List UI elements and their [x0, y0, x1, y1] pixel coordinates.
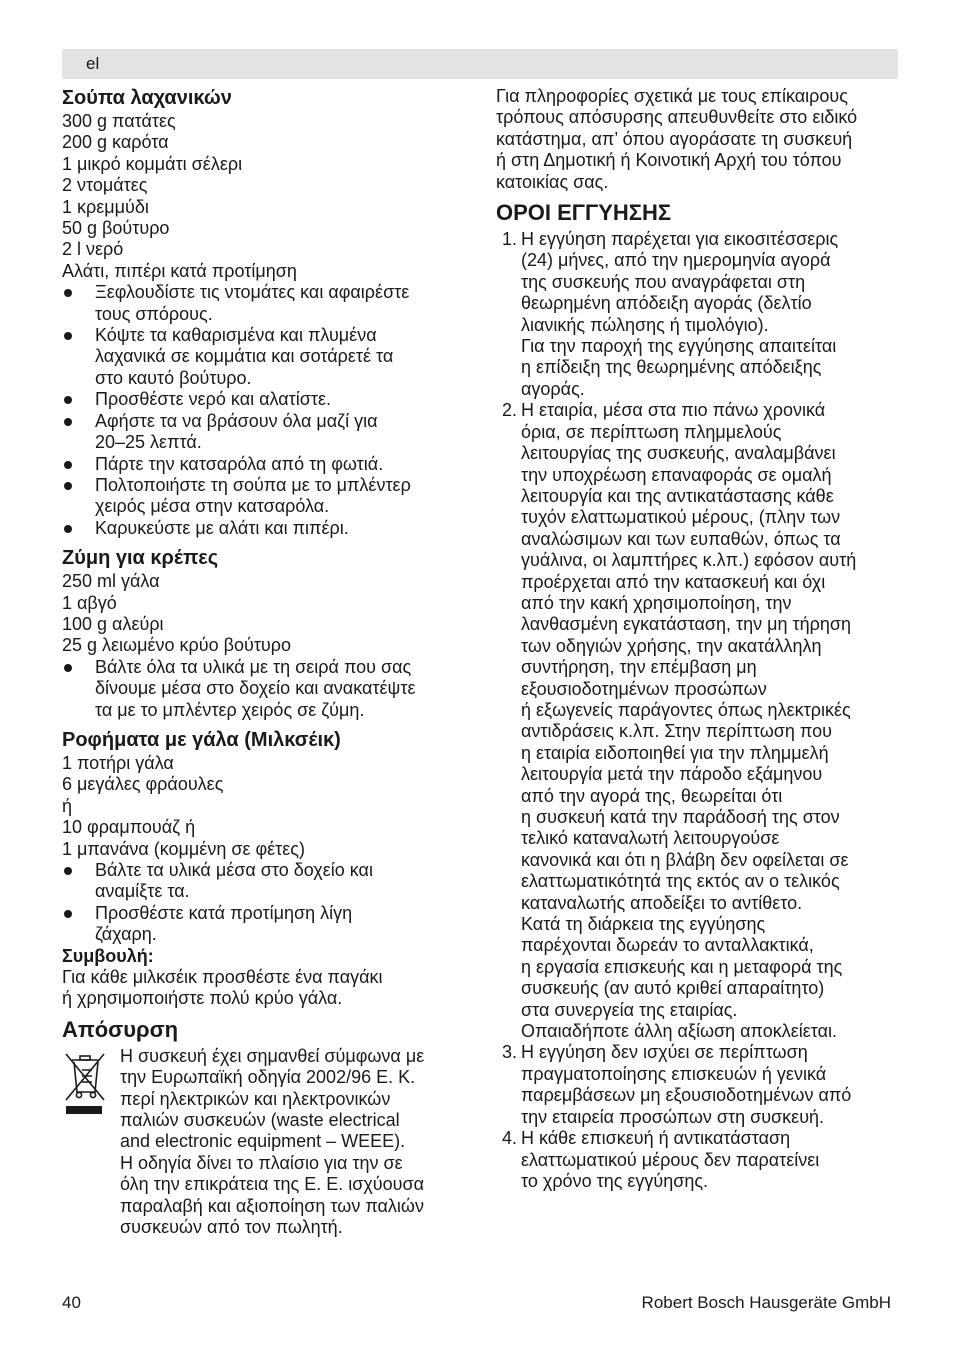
crossed-out-wheelie-bin-icon	[62, 1048, 106, 1116]
list-item	[62, 860, 472, 903]
disposal-text: κατοικίας σας.	[496, 171, 609, 192]
soup-steps	[62, 282, 472, 539]
disposal-text: Η οδηγία δίνει το πλαίσιο για την σε	[120, 1152, 403, 1173]
step-text: Προσθέστε νερό και αλατίστε.	[95, 389, 331, 410]
tip-text: Για κάθε μιλκσέικ προσθέστε ένα παγάκι	[62, 967, 383, 988]
ingredient: 1 κρεμμύδι	[62, 196, 149, 217]
step-text: Πολτοποιήστε τη σούπα με το μπλέντερ	[95, 474, 411, 495]
warranty-text: των οδηγιών χρήσης, την ακατάλληλη	[521, 635, 822, 656]
list-item	[62, 282, 472, 325]
list-item	[62, 454, 472, 475]
warranty-text: λιανικής πώλησης ή τιμολόγιο).	[521, 314, 769, 335]
list-item	[62, 657, 472, 721]
ingredient: 1 μπανάνα (κομμένη σε φέτες)	[62, 838, 305, 859]
warranty-text: Η εγγύηση παρέχεται για εικοσιτέσσερις	[521, 229, 839, 250]
ingredient: 6 μεγάλες φράουλες	[62, 774, 224, 795]
warranty-title: ΟΡΟΙ ΕΓΓΥΗΣΗΣ	[496, 200, 672, 226]
disposal-text: περί ηλεκτρικών και ηλεκτρονικών	[120, 1088, 391, 1109]
warranty-text: η συσκευή κατά την παράδοσή της στον	[521, 807, 840, 827]
disposal-title: Απόσυρση	[62, 1016, 179, 1042]
language-code: el	[86, 54, 100, 73]
warranty-text: (24) μήνες, από την ημερομηνία αγορά	[521, 250, 831, 271]
step-text: δίνουμε μέσα στο δοχείο και ανακατέψτε	[95, 678, 416, 699]
list-item	[62, 903, 472, 946]
warranty-text: εξουσιοδοτημένων προσώπων	[521, 678, 767, 699]
warranty-text: από την αγορά της, θεωρείται ότι	[521, 785, 783, 806]
disposal-text: παραλαβή και αξιοποίηση των παλιών	[120, 1195, 424, 1216]
warranty-text: θεωρημένη απόδειξη αγοράς (δελτίο	[521, 293, 812, 314]
warranty-text: της συσκευής που αναγράφεται στη	[521, 271, 806, 292]
warranty-text: λειτουργίας της συσκευής, αναλαμβάνει	[521, 443, 836, 464]
warranty-text: η επίδειξη της θεωρημένης απόδειξης	[521, 357, 822, 378]
warranty-text: ή εξωγενείς παράγοντες όπως ηλεκτρικές	[521, 699, 851, 720]
step-text: Πάρτε την κατσαρόλα από τη φωτιά.	[95, 453, 384, 474]
step-text: Προσθέστε κατά προτίμηση λίγη	[95, 902, 353, 923]
step-text: Κόψτε τα καθαρισμένα και πλυμένα	[95, 325, 377, 346]
disposal-text: and electronic equipment – WEEE).	[120, 1131, 406, 1152]
ingredient: 200 g καρότα	[62, 132, 169, 153]
crepes-steps	[62, 657, 472, 721]
warranty-item	[496, 1128, 906, 1192]
ingredient: 250 ml γάλα	[62, 571, 160, 592]
disposal-text: την Ευρωπαϊκή οδηγία 2002/96 Ε. Κ.	[120, 1067, 416, 1088]
shake-ingredients	[62, 753, 472, 860]
warranty-text: προέρχεται από την κατασκευή και όχι	[521, 571, 826, 592]
ingredient: Αλάτι, πιπέρι κατά προτίμηση	[62, 260, 297, 281]
step-text: τους σπόρους.	[95, 303, 213, 324]
warranty-text: Κατά τη διάρκεια της εγγύησης	[521, 914, 766, 935]
step-text: στο καυτό βούτυρο.	[95, 367, 252, 388]
ingredient: 1 μικρό κομμάτι σέλερι	[62, 153, 243, 174]
ingredient: 100 g αλεύρι	[62, 613, 164, 634]
disposal-text: ή στη Δημοτική ή Κοινοτική Αρχή του τόπου	[496, 150, 842, 171]
step-text: τα με το μπλέντερ χειρός σε ζύμη.	[95, 699, 365, 720]
soup-ingredients	[62, 111, 472, 282]
warranty-text: Για την παροχή της εγγύησης απαιτείται	[521, 336, 837, 357]
step-text: Βάλτε όλα τα υλικά με τη σειρά που σας	[95, 656, 412, 677]
company-name: Robert Bosch Hausgeräte GmbH	[641, 1293, 891, 1312]
step-text: Βάλτε τα υλικά μέσα στο δοχείο και	[95, 860, 373, 880]
warranty-text: την υποχρέωση επαναφοράς σε ομαλή	[521, 464, 832, 485]
ingredient: 300 g πατάτες	[62, 111, 176, 131]
step-text: χειρός μέσα στην κατσαρόλα.	[95, 496, 330, 517]
disposal-text: τρόπους απόσυρσης απευθυνθείτε στο ειδικό	[496, 107, 858, 128]
warranty-text: λειτουργία μετά την πάροδο εξάμηνου	[521, 764, 823, 785]
shake-steps	[62, 860, 472, 946]
warranty-text: λειτουργία και της αντικατάστασης κάθε	[521, 485, 834, 506]
warranty-text: την εταιρεία προσώπων στη συσκευή.	[521, 1106, 825, 1127]
warranty-text: συντήρηση, την επέμβαση μη	[521, 657, 757, 678]
warranty-text: συσκευής (αν αυτό κριθεί απαραίτητο)	[521, 978, 825, 999]
step-text: ζάχαρη.	[95, 924, 157, 945]
step-text: λαχανικά σε κομμάτια και σοτάρετέ τα	[95, 346, 394, 367]
warranty-text: Η κάθε επισκευή ή αντικατάσταση	[521, 1128, 791, 1149]
item-number: 1.	[502, 229, 518, 250]
ingredient: 10 φραμπουάζ ή	[62, 817, 196, 838]
disposal-section	[62, 1046, 472, 1239]
shake-title: Ροφήματα με γάλα (Μιλκσέικ)	[62, 728, 341, 751]
warranty-terms	[496, 229, 906, 1192]
list-item	[62, 475, 472, 518]
ingredient: 2 ντομάτες	[62, 175, 148, 196]
warranty-text: όρια, σε περίπτωση πλημμελούς	[521, 421, 782, 442]
warranty-text: Η εταιρία, μέσα στα πιο πάνω χρονικά	[521, 400, 826, 421]
language-bar	[62, 49, 898, 79]
ingredient: ή	[62, 795, 73, 816]
disposal-text: παλιών συσκευών (waste electrical	[120, 1110, 400, 1131]
disposal-text: Η συσκευή έχει σημανθεί σύμφωνα με	[120, 1045, 425, 1066]
disposal-continued	[496, 86, 906, 193]
list-item	[62, 389, 472, 410]
ingredient: 25 g λειωμένο κρύο βούτυρο	[62, 635, 292, 656]
warranty-text: από την κακή χρησιμοποίηση, την	[521, 592, 792, 613]
left-column	[62, 86, 472, 1239]
disposal-text: κατάστημα, απ’ όπου αγοράσατε τη συσκευή	[496, 128, 853, 149]
warranty-item	[496, 1042, 906, 1128]
page-number: 40	[62, 1293, 81, 1312]
item-number: 3.	[502, 1042, 518, 1063]
warranty-text: Οπαιαδήποτε άλλη αξίωση αποκλείεται.	[521, 1021, 838, 1042]
disposal-text: Για πληροφορίες σχετικά με τους επίκαιρους	[496, 86, 848, 106]
step-text: Αφήστε τα να βράσουν όλα μαζί για	[95, 410, 378, 431]
tip-label: Συμβουλή:	[62, 945, 154, 966]
disposal-text: όλη την επικράτεια της Ε. Ε. ισχύουσα	[120, 1174, 425, 1195]
warranty-text: ελαττωματικού μέρους δεν παρατείνει	[521, 1149, 820, 1170]
list-item	[62, 325, 472, 389]
warranty-item	[496, 400, 906, 1042]
disposal-text: συσκευών από τον πωλητή.	[120, 1217, 343, 1238]
step-text: 20–25 λεπτά.	[95, 432, 202, 453]
warranty-item	[496, 229, 906, 400]
warranty-text: αναλώσιμων και των ευπαθών, όπως τα	[521, 528, 841, 549]
step-text: Καρυκεύστε με αλάτι και πιπέρι.	[95, 517, 349, 538]
ingredient: 50 g βούτυρο	[62, 218, 170, 239]
ingredient: 1 αβγό	[62, 592, 117, 613]
warranty-text: τυχόν ελαττωματικού μέρους, (πλην των	[521, 507, 841, 528]
list-item	[62, 518, 472, 539]
item-number: 2.	[502, 400, 518, 421]
warranty-text: τελικό καταναλωτή λειτουργούσε	[521, 828, 780, 849]
warranty-text: πραγματοποίησης επισκευών ή γενικά	[521, 1063, 827, 1084]
warranty-text: καταναλωτής αποδείξει το αντίθετο.	[521, 892, 803, 913]
item-number: 4.	[502, 1128, 518, 1149]
list-item	[62, 411, 472, 454]
warranty-text: παρέχονται δωρεάν το ανταλλακτικά,	[521, 935, 814, 956]
warranty-text: γυάλινα, οι λαμπτήρες κ.λπ.) εφόσον αυτή	[521, 550, 857, 571]
crepes-title: Ζύμη για κρέπες	[62, 547, 219, 570]
crepes-ingredients	[62, 571, 472, 657]
warranty-text: παρεμβάσεων μη εξουσιοδοτημένων από	[521, 1085, 852, 1106]
tip-text: ή χρησιμοποιήστε πολύ κρύο γάλα.	[62, 988, 343, 1009]
ingredient: 2 l νερό	[62, 239, 124, 260]
warranty-text: η εργασία επισκευής και η μεταφορά της	[521, 956, 843, 977]
warranty-text: Η εγγύηση δεν ισχύει σε περίπτωση	[521, 1042, 808, 1063]
warranty-text: το χρόνο της εγγύησης.	[521, 1170, 709, 1191]
warranty-text: η εταιρία ειδοποιηθεί για την πλημμελή	[521, 742, 829, 763]
ingredient: 1 ποτήρι γάλα	[62, 752, 174, 773]
warranty-text: αντιδράσεις κ.λπ. Στην περίπτωση που	[521, 721, 832, 742]
soup-title: Σούπα λαχανικών	[62, 87, 232, 109]
warranty-text: ελαττωματικότητά της εκτός αν ο τελικός	[521, 871, 840, 892]
warranty-text: στα συνεργεία της εταιρίας.	[521, 999, 738, 1020]
warranty-text: λανθασμένη εγκατάσταση, την μη τήρηση	[521, 614, 852, 635]
step-text: αναμίξτε τα.	[95, 881, 190, 902]
right-column	[496, 86, 906, 1192]
warranty-text: κανονικά και ότι η βλάβη δεν οφείλεται σε	[521, 849, 849, 870]
warranty-text: αγοράς.	[521, 378, 585, 399]
step-text: Ξεφλουδίστε τις ντομάτες και αφαιρέστε	[95, 282, 410, 303]
